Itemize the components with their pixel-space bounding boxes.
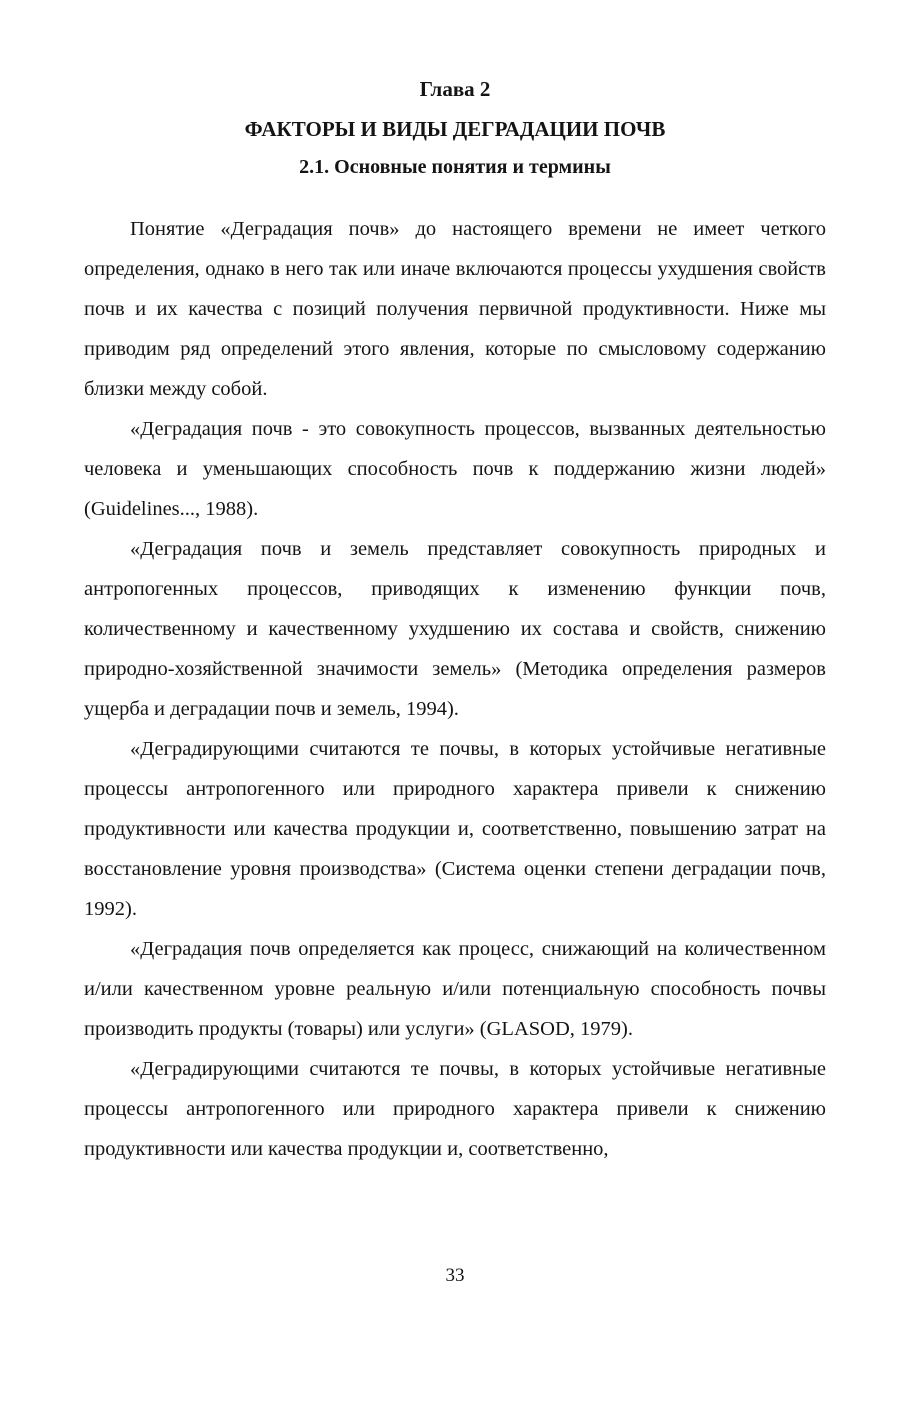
- section-title: 2.1. Основные понятия и термины: [299, 156, 611, 178]
- paragraph-definition-assessment-system: «Деградирующими считаются те почвы, в которых устойчивые негативные процессы антропогенного или природного характера привели к снижению продуктивности или качества продукции и, соответственно, повышению затрат на восстановление уровня производства» (Система оценки степени деградации почв, 1992).: [84, 738, 826, 920]
- chapter-title: ФАКТОРЫ И ВИДЫ ДЕГРАДАЦИИ ПОЧВ: [244, 117, 666, 141]
- body-text: [84, 209, 826, 1169]
- page-number: 33: [445, 1265, 465, 1286]
- paragraph-intro: Понятие «Деградация почв» до настоящего времени не имеет четкого определения, однако в него так или иначе включаются процессы ухудшения свойств почв и их качества с позиций получения первичной продуктивности. Ниже мы приводим ряд определений этого явления, которые по смысловому содержанию близки между собой.: [84, 218, 826, 400]
- paragraph-definition-guidelines: «Деградация почв - это совокупность процессов, вызванных деятельностью человека и уменьшающих способность почв к поддержанию жизни людей» (Guidelines..., 1988).: [84, 418, 826, 520]
- paragraph-definition-methodology: «Деградация почв и земель представляет совокупность природных и антропогенных процессов, приводящих к изменению функции почв, количественному и качественному ухудшению их состава и свойств, снижению природно-хозяйственной значимости земель» (Методика определения размеров ущерба и деградации почв и земель, 1994).: [84, 538, 826, 720]
- paragraph-definition-glasod: «Деградация почв определяется как процесс, снижающий на количественном и/или качественном уровне реальную и/или потенциальную способность почвы производить продукты (товары) или услуги» (GLASOD, 1979).: [84, 938, 826, 1040]
- paragraph-definition-continued: «Деградирующими считаются те почвы, в которых устойчивые негативные процессы антропогенного или природного характера привели к снижению продуктивности или качества продукции и, соответственно,: [84, 1058, 826, 1160]
- chapter-label: Глава 2: [419, 77, 491, 101]
